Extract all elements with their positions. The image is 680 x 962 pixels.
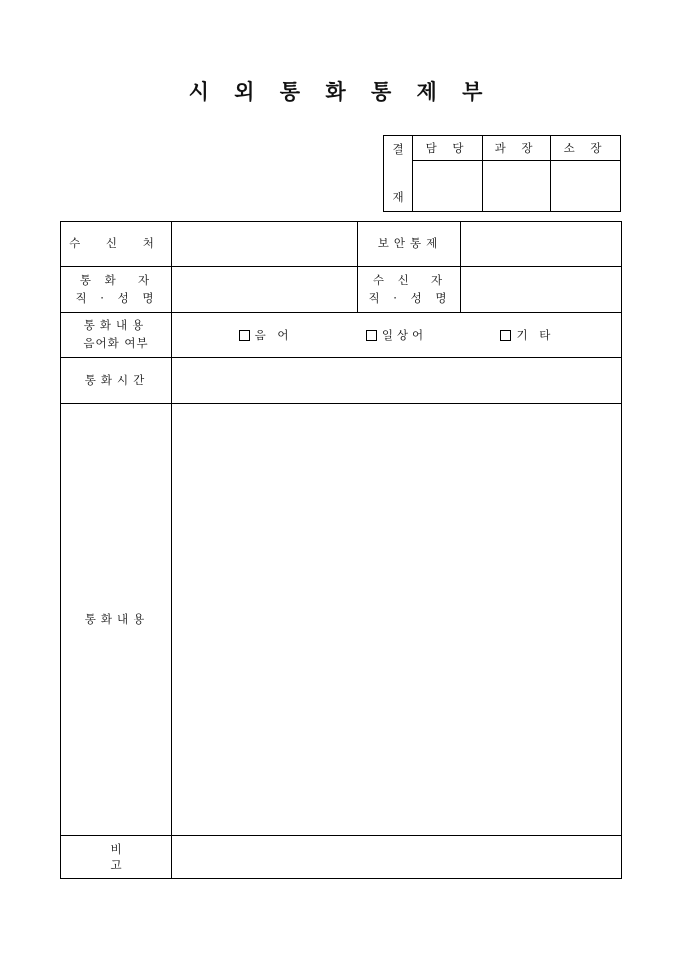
- approval-sign-director[interactable]: [551, 161, 621, 212]
- approval-side-top: 결: [392, 142, 404, 156]
- recipient-field[interactable]: [172, 222, 358, 267]
- option-plain[interactable]: [366, 327, 427, 343]
- call-time-field[interactable]: [172, 358, 622, 404]
- call-content-field[interactable]: [172, 404, 622, 836]
- page-title: 시 외 통 화 통 제 부: [188, 79, 492, 104]
- content-type-label: [61, 313, 172, 358]
- security-control-label: 보안통제: [358, 222, 461, 267]
- receiver-field[interactable]: [461, 267, 622, 313]
- approval-side-label: [384, 136, 413, 212]
- receiver-label: [358, 267, 461, 313]
- approval-sign-staff[interactable]: [413, 161, 483, 212]
- approval-sign-section-chief[interactable]: [483, 161, 551, 212]
- checkbox-plain[interactable]: [366, 330, 377, 341]
- option-plain-label: 일상어: [381, 328, 428, 342]
- option-code-label: 음 어: [254, 328, 293, 342]
- remarks-field[interactable]: [172, 836, 622, 879]
- option-code[interactable]: [239, 327, 293, 343]
- receiver-label-line2: 직 · 성 명: [368, 290, 452, 305]
- approval-col-director: 소 장: [551, 136, 621, 161]
- content-type-options: [172, 313, 622, 358]
- remarks-label: 비 고: [61, 836, 172, 879]
- caller-label-line2: 직 · 성 명: [75, 290, 159, 305]
- approval-col-section-chief: 과 장: [483, 136, 551, 161]
- content-type-label-line1: 통화내용: [83, 318, 149, 333]
- recipient-label: 수 신 처: [61, 222, 172, 267]
- option-other-label: 기 타: [516, 328, 555, 342]
- call-content-label: 통화내용: [61, 404, 172, 836]
- receiver-label-line1: 수 신 자: [372, 272, 448, 287]
- content-type-label-line2: 음어화 여부: [83, 336, 149, 350]
- checkbox-code[interactable]: [239, 330, 250, 341]
- approval-col-staff: 담 당: [413, 136, 483, 161]
- caller-label-line1: 통 화 자: [79, 272, 155, 287]
- approval-side-bottom: 재: [392, 189, 404, 204]
- caller-label: [61, 267, 172, 313]
- call-log-table: [60, 221, 622, 879]
- caller-field[interactable]: [172, 267, 358, 313]
- approval-box: [383, 135, 621, 212]
- option-other[interactable]: [500, 327, 554, 343]
- call-time-label: 통화시간: [61, 358, 172, 404]
- security-control-field[interactable]: [461, 222, 622, 267]
- checkbox-other[interactable]: [500, 330, 511, 341]
